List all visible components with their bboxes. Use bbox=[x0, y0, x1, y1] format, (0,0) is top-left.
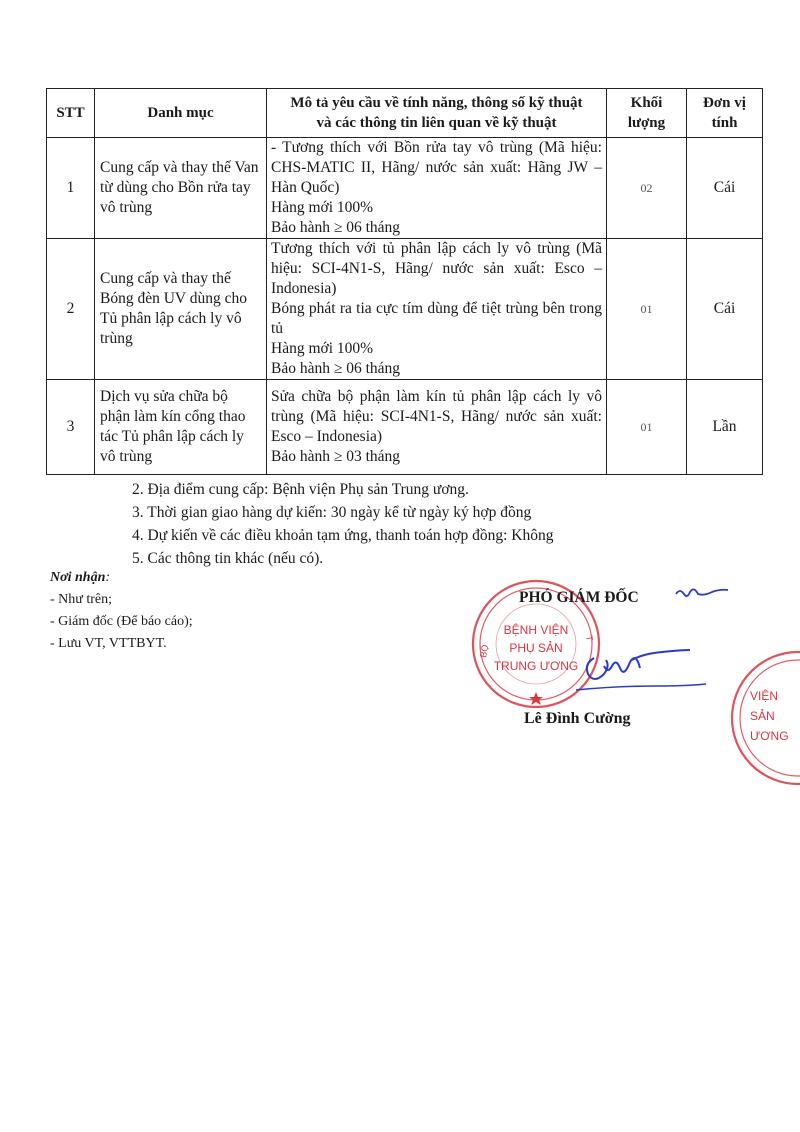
note-item: 2. Địa điểm cung cấp: Bệnh viện Phụ sản Trung ương. bbox=[132, 481, 469, 498]
description-line: Bảo hành ≥ 06 tháng bbox=[271, 219, 401, 236]
description-line: Bảo hành ≥ 03 tháng bbox=[271, 448, 401, 465]
partial-seal bbox=[728, 648, 800, 788]
recipients-title: Nơi nhận bbox=[50, 570, 106, 585]
header-unit bbox=[687, 89, 763, 138]
row-unit: Cái bbox=[687, 138, 763, 239]
header-category: Danh mục bbox=[95, 89, 267, 138]
partial-seal-line-2: SẢN bbox=[750, 709, 775, 723]
seal-line-3: TRUNG ƯƠNG bbox=[493, 659, 579, 673]
recipients-title-line bbox=[50, 567, 193, 589]
table-header-row bbox=[47, 89, 763, 138]
recipients-colon: : bbox=[105, 570, 111, 585]
header-stt: STT bbox=[47, 89, 95, 138]
specification-table bbox=[46, 88, 763, 475]
handwritten-signature bbox=[570, 640, 710, 700]
table-row bbox=[47, 380, 763, 475]
row-description bbox=[267, 380, 607, 475]
recipient-item: - Giám đốc (Để báo cáo); bbox=[50, 614, 193, 629]
row-unit: Lần bbox=[687, 380, 763, 475]
partial-seal-line-3: ƯƠNG bbox=[750, 729, 789, 743]
header-quantity-line-1: Khối bbox=[630, 95, 663, 111]
row-unit: Cái bbox=[687, 239, 763, 380]
description-line: Sửa chữa bộ phận làm kín tủ phân lập cách ly vô trùng (Mã hiệu: SCI-4N1-S, Hãng/ nước sản xuất: Esco – Indonesia) bbox=[271, 388, 602, 445]
row-category: Cung cấp và thay thế Van từ dùng cho Bồn rửa tay vô trùng bbox=[95, 138, 267, 239]
row-quantity: 02 bbox=[607, 138, 687, 239]
row-stt: 3 bbox=[47, 380, 95, 475]
partial-seal-line-1: VIỆN bbox=[750, 689, 779, 703]
header-description bbox=[267, 89, 607, 138]
header-quantity-line-2: lượng bbox=[627, 115, 666, 131]
description-line: Tương thích với tủ phân lập cách ly vô trùng (Mã hiệu: SCI-4N1-S, Hãng/ nước sản xuất: Esco – Indonesia) bbox=[271, 240, 602, 297]
header-description-line-1: Mô tả yêu cầu về tính năng, thông số kỹ thuật bbox=[290, 95, 583, 111]
row-stt: 1 bbox=[47, 138, 95, 239]
note-item: 4. Dự kiến về các điều khoản tạm ứng, thanh toán hợp đồng: Không bbox=[132, 527, 554, 544]
description-line: Hàng mới 100% bbox=[271, 340, 374, 357]
header-unit-line-2: tính bbox=[711, 115, 738, 131]
initials-mark bbox=[672, 582, 732, 604]
notes-list bbox=[132, 478, 553, 570]
seal-side-left: BỘ bbox=[478, 643, 491, 659]
row-category: Cung cấp và thay thế Bóng đèn UV dùng cho Tủ phân lập cách ly vô trùng bbox=[95, 239, 267, 380]
header-quantity bbox=[607, 89, 687, 138]
table-row bbox=[47, 138, 763, 239]
header-description-line-2: và các thông tin liên quan về kỹ thuật bbox=[316, 115, 557, 131]
note-item: 5. Các thông tin khác (nếu có). bbox=[132, 550, 324, 567]
recipient-item: - Như trên; bbox=[50, 592, 113, 607]
seal-line-1: BỆNH VIỆN bbox=[503, 623, 569, 637]
description-line: Hàng mới 100% bbox=[271, 199, 374, 216]
table-row bbox=[47, 239, 763, 380]
seal-star-icon bbox=[529, 692, 543, 705]
header-unit-line-1: Đơn vị bbox=[703, 95, 746, 111]
seal-line-2: PHỤ SẢN bbox=[509, 641, 563, 655]
row-quantity: 01 bbox=[607, 380, 687, 475]
row-quantity: 01 bbox=[607, 239, 687, 380]
description-line: Bảo hành ≥ 06 tháng bbox=[271, 360, 401, 377]
signer-name: Lê Đình Cường bbox=[524, 710, 631, 727]
note-item: 3. Thời gian giao hàng dự kiến: 30 ngày kể từ ngày ký hợp đồng bbox=[132, 504, 532, 521]
signer-title: PHÓ GIÁM ĐỐC bbox=[519, 589, 639, 606]
row-stt: 2 bbox=[47, 239, 95, 380]
seal-side-right: T bbox=[584, 634, 595, 642]
recipient-item: - Lưu VT, VTTBYT. bbox=[50, 636, 167, 651]
recipients-block bbox=[50, 567, 193, 655]
description-line: Bóng phát ra tia cực tím dùng để tiệt trùng bên trong tủ bbox=[271, 300, 602, 337]
row-description bbox=[267, 138, 607, 239]
row-category: Dịch vụ sửa chữa bộ phận làm kín cổng thao tác Tủ phân lập cách ly vô trùng bbox=[95, 380, 267, 475]
row-description bbox=[267, 239, 607, 380]
description-line: - Tương thích với Bồn rửa tay vô trùng (Mã hiệu: CHS-MATIC II, Hãng/ nước sản xuất: Hãng JW – Hàn Quốc) bbox=[271, 139, 602, 196]
